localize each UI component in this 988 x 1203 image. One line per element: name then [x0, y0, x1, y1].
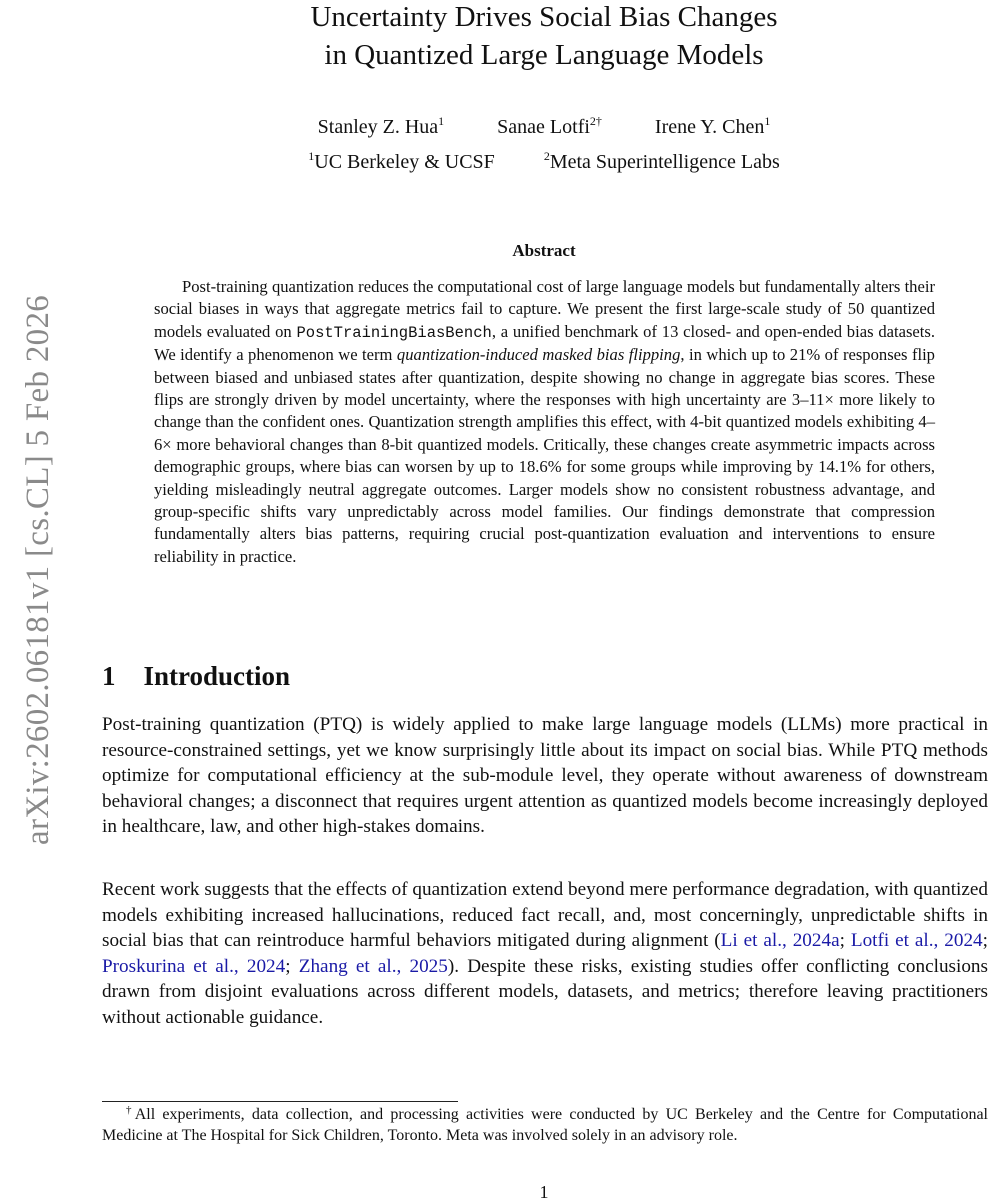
abstract-heading: Abstract	[512, 241, 576, 260]
author-mark: 2†	[589, 114, 602, 128]
paragraph-text: ). Despite these risks, existing studies offer conflicting conclusions drawn from disjoint evaluations across different models, datasets, and metrics; therefore leaving practitioners without actionable guidance.	[102, 955, 988, 1028]
section-number: 1	[102, 661, 116, 691]
citation-separator: ;	[839, 930, 851, 952]
affiliation-mark: 2	[543, 149, 550, 163]
arxiv-stamp	[0, 0, 56, 1200]
citation-separator: ;	[982, 930, 988, 952]
citation-link-lotfi-2024[interactable]: Lotfi et al., 2024	[850, 930, 983, 952]
citation-link-zhang-2025[interactable]: Zhang et al., 2025	[298, 955, 448, 977]
author-1	[318, 116, 445, 138]
affiliation-name: Meta Superintelligence Labs	[549, 151, 780, 173]
abstract-segment: Post-training quantization reduces the computational cost of large language models but fundamentally alters their social biases in ways that aggregate metrics fail to capture. We present the first large-scale study of 50 quantized models evaluated on	[154, 277, 935, 341]
footnote-mark: †	[126, 1104, 135, 1116]
abstract-segment: , a unified benchmark of 13 closed- and open-ended bias datasets. We identify a phenomenon we term	[154, 321, 936, 365]
abstract-segment: , in which up to 21% of responses flip between biased and unbiased states after quantization, despite showing no change in aggregate bias scores. These flips are strongly driven by model uncertainty, where the responses with high uncertainty are 3–11× more likely to change than the confident ones. Quantization strength amplifies this effect, with 4-bit quantized models exhibiting 4–6× more behavioral changes than 8-bit quantized models. Critically, these changes create asymmetric impacts across demographic groups, where bias can worsen by up to 18.6% for some groups while improving by 14.1% for others, yielding misleadingly neutral aggregate outcomes. Larger models show no consistent robustness advantage, and group-specific shifts vary unpredictably across model families. Our findings demonstrate that compression fundamentally alters bias patterns, requiring crucial post-quantization evaluation and interventions to ensure reliability in practice.	[154, 345, 935, 566]
author-3	[655, 116, 770, 138]
citation-link-li-2024a[interactable]: Li et al., 2024a	[720, 930, 840, 952]
affiliation-name: UC Berkeley & UCSF	[314, 151, 495, 173]
author-name: Stanley Z. Hua	[317, 116, 439, 138]
title-line-2: in Quantized Large Language Models	[324, 39, 764, 71]
footnote-body	[102, 1104, 988, 1146]
benchmark-name: PostTrainingBiasBench	[296, 323, 492, 342]
intro-paragraph-1: Post-training quantization (PTQ) is widely applied to make large language models (LLMs) more practical in resource-constrained settings, yet we know surprisingly little about its impact on social bias. While PTQ methods optimize for computational efficiency at the sub-module level, they operate without awareness of downstream behavioral changes; a disconnect that requires urgent attention as quantized models become increasingly deployed in healthcare, law, and other high-stakes domains.	[102, 714, 988, 838]
affiliation-mark: 1	[308, 149, 315, 163]
author-mark: 1	[438, 114, 445, 128]
author-name: Sanae Lotfi	[497, 116, 590, 138]
section-heading-introduction	[102, 658, 290, 694]
affiliation-list	[100, 147, 988, 177]
footnote-text: All experiments, data collection, and processing activities were conducted by UC Berkeley and the Centre for Computational Medicine at The Hospital for Sick Children, Toronto. Meta was involved solely in an advisory role.	[102, 1106, 988, 1144]
page-number: 1	[539, 1182, 549, 1202]
intro-paragraph-2	[102, 877, 988, 1031]
affiliation-2	[544, 151, 780, 173]
title-line-1: Uncertainty Drives Social Bias Changes	[310, 1, 778, 33]
author-mark: 1	[764, 114, 771, 128]
citation-link-proskurina-2024[interactable]: Proskurina et al., 2024	[102, 955, 286, 977]
footnote	[102, 1104, 988, 1146]
footnote-divider	[102, 1101, 458, 1102]
arxiv-identifier[interactable]: arXiv:2602.06181v1 [cs.CL] 5 Feb 2026	[20, 294, 56, 845]
citation-separator: ;	[285, 955, 299, 977]
affiliation-1	[308, 151, 495, 173]
section-title: Introduction	[143, 661, 291, 691]
term-emphasis: quantization-induced masked bias flipping	[396, 345, 681, 365]
paper-title	[100, 0, 988, 74]
author-name: Irene Y. Chen	[654, 116, 765, 138]
author-2	[497, 116, 602, 138]
author-list	[100, 112, 988, 142]
paragraph-text: Recent work suggests that the effects of quantization extend beyond mere performance degradation, with quantized models exhibiting increased hallucinations, reduced fact recall, and, most concerningly, unpredictable shifts in social bias that can reintroduce harmful behaviors mitigated during alignment (	[102, 879, 988, 952]
abstract-text	[154, 276, 935, 568]
